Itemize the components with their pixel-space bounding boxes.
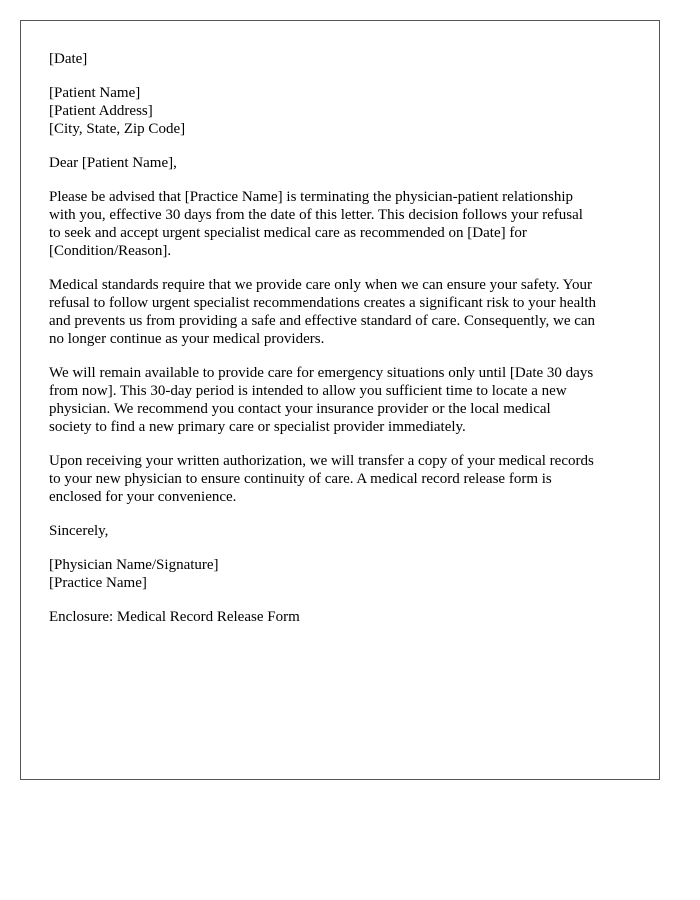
text-line: We will remain available to provide care for emergency situations only until [Date 30 days — [49, 365, 594, 381]
text-line: [Physician Name/Signature] — [49, 557, 219, 573]
signature-block — [49, 556, 631, 592]
text-line: [Condition/Reason]. — [49, 243, 172, 259]
date — [49, 50, 631, 68]
text-line: to seek and accept urgent specialist medical care as recommended on [Date] for — [49, 225, 527, 241]
text-line: Medical standards require that we provide care only when we can ensure your safety. Your — [49, 277, 593, 293]
body-paragraph — [49, 364, 631, 436]
salutation — [49, 154, 631, 172]
text-line: Upon receiving your written authorization, we will transfer a copy of your medical records — [49, 453, 594, 469]
closing — [49, 522, 631, 540]
text-line: to your new physician to ensure continuity of care. A medical record release form is — [49, 471, 552, 487]
text-line: [Practice Name] — [49, 575, 147, 591]
text-line: refusal to follow urgent specialist recommendations creates a significant risk to your health — [49, 295, 597, 311]
text-line: Sincerely, — [49, 523, 109, 539]
text-line: [Patient Address] — [49, 103, 153, 119]
body-paragraph — [49, 188, 631, 260]
body-paragraph — [49, 276, 631, 348]
letter-page — [20, 20, 660, 780]
text-line: from now]. This 30-day period is intended to allow you sufficient time to locate a new — [49, 383, 567, 399]
text-line: Please be advised that [Practice Name] is terminating the physician-patient relationship — [49, 189, 573, 205]
text-line: physician. We recommend you contact your insurance provider or the local medical — [49, 401, 551, 417]
text-line: no longer continue as your medical providers. — [49, 331, 325, 347]
text-line: society to find a new primary care or specialist provider immediately. — [49, 419, 466, 435]
text-line: enclosed for your convenience. — [49, 489, 237, 505]
enclosure-note — [49, 608, 631, 626]
text-line: with you, effective 30 days from the date of this letter. This decision follows your refusal — [49, 207, 583, 223]
text-line: and prevents us from providing a safe and effective standard of care. Consequently, we can — [49, 313, 596, 329]
text-line: Enclosure: Medical Record Release Form — [49, 609, 300, 625]
text-line: [Date] — [49, 51, 88, 67]
body-paragraph — [49, 452, 631, 506]
text-line: [City, State, Zip Code] — [49, 121, 186, 137]
text-line: Dear [Patient Name], — [49, 155, 177, 171]
text-line: [Patient Name] — [49, 85, 141, 101]
recipient-address — [49, 84, 631, 138]
